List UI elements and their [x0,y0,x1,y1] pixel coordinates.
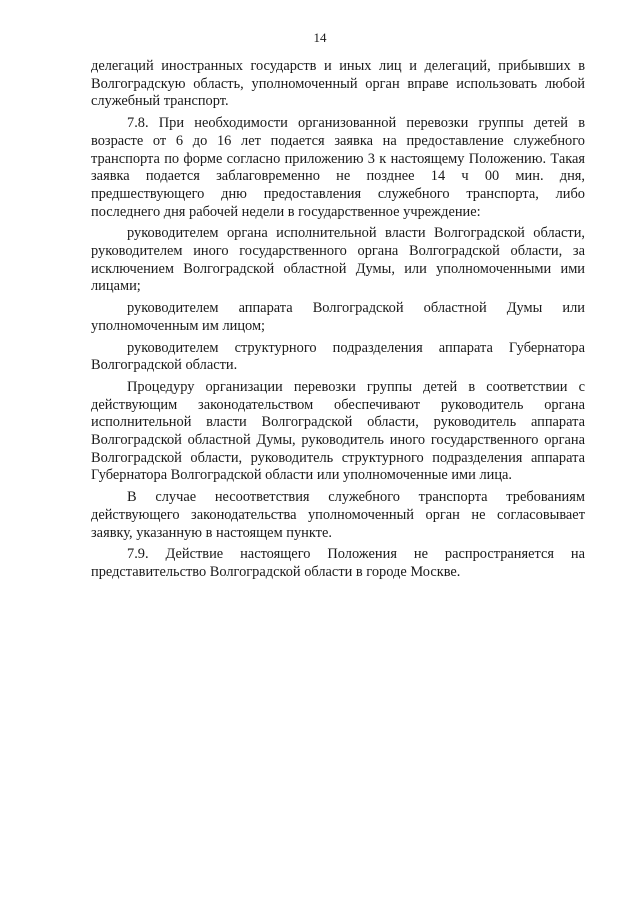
paragraph-transport-procedure: Процедуру организации перевозки группы детей в соответствии с действующим законодательством обеспечивают руководитель органа исполнительной власти Волгоградской области, руководитель аппарата Волгоградской областной Думы, руководитель иного государственного органа Волгоградской области, руководитель структурного подразделения аппарата Губернатора Волгоградской области или уполномоченные ими лица. [91,378,585,484]
list-item-executive-heads: руководителем органа исполнительной власти Волгоградской области, руководителем иного государственного органа Волгоградской области, за исключением Волгоградской областной Думы, или уполномоченными ими лицами; [91,225,585,295]
page-number: 14 [313,30,327,45]
paragraph-noncompliance: В случае несоответствия служебного транспорта требованиям действующего законодательства уполномоченный орган не согласовывает заявку, указанную в настоящем пункте. [91,489,585,541]
paragraph-7-8: 7.8. При необходимости организованной перевозки группы детей в возрасте от 6 до 16 лет подается заявка на предоставление служебного транспорта по форме согласно приложению 3 к настоящему Положению. Такая заявка подается заблаговременно не позднее 14 ч 00 мин. дня, предшествующего дню предоставления служебного транспорта, либо последнего дня рабочей недели в государственное учреждение: [91,115,585,220]
paragraph-continuation: делегаций иностранных государств и иных лиц и делегаций, прибывших в Волгоградскую область, уполномоченный орган вправе использовать любой служебный транспорт. [91,58,585,110]
document-body [91,58,585,582]
list-item-governor-apparatus: руководителем структурного подразделения аппарата Губернатора Волгоградской области. [91,339,585,374]
paragraph-7-9: 7.9. Действие настоящего Положения не распространяется на представительство Волгоградской области в городе Москве. [91,546,585,580]
list-item-duma-apparatus: руководителем аппарата Волгоградской областной Думы или уполномоченным им лицом; [91,300,585,334]
